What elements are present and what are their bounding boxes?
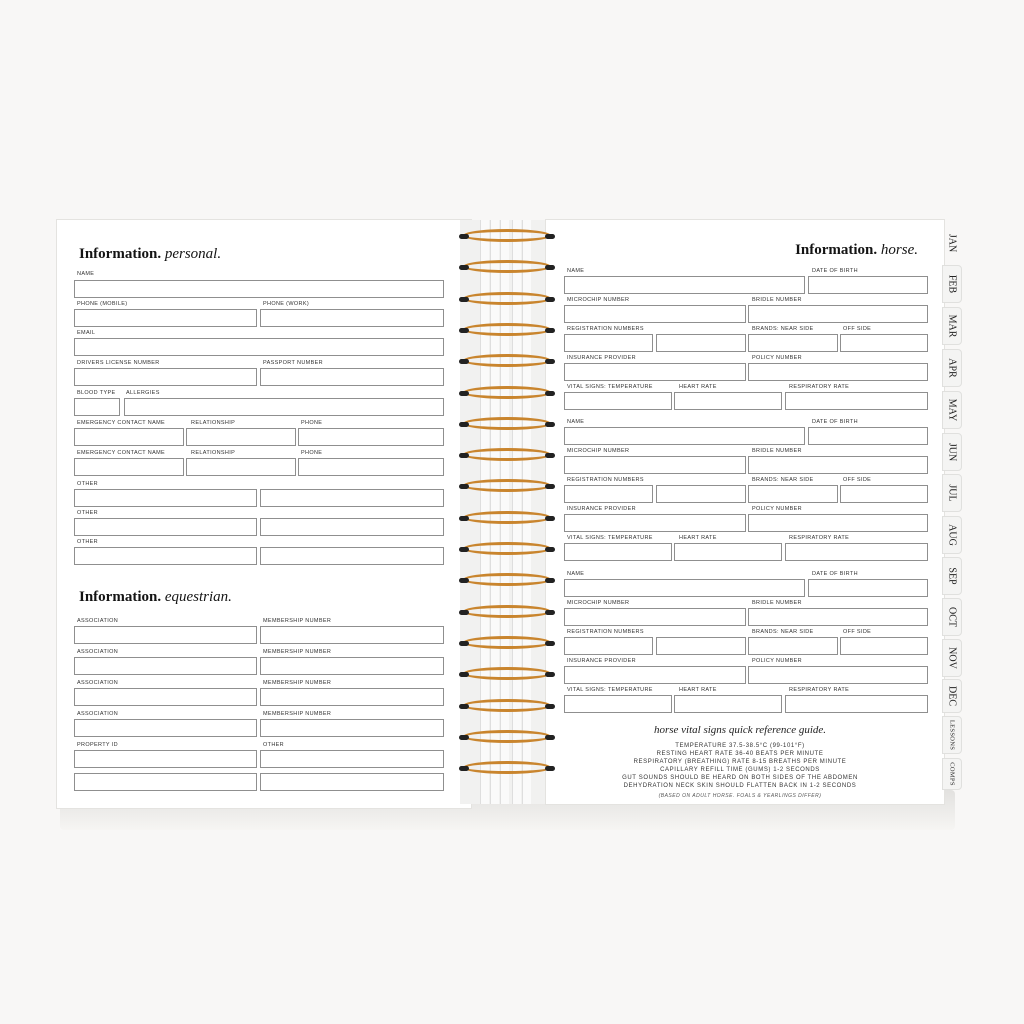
field-label: MICROCHIP NUMBER [567, 448, 630, 454]
horse-title-sub: horse. [880, 242, 918, 258]
equestrian-title-main: Information. [79, 589, 162, 605]
insurance-field[interactable] [564, 666, 746, 684]
guide-line: RESTING HEART RATE 36-40 BEATS PER MINUTE [656, 751, 824, 757]
field-label: BRANDS: NEAR SIDE [752, 477, 814, 483]
personal-title-main: Information. [79, 246, 162, 262]
field-label: ALLERGIES [126, 390, 160, 396]
drivers-license-field[interactable] [74, 368, 257, 386]
passport-field[interactable] [260, 368, 444, 386]
field-label: PHONE [301, 450, 323, 456]
tab-lessons[interactable] [942, 716, 962, 754]
microchip-field[interactable] [564, 456, 746, 474]
tab-label: OCT [946, 607, 958, 627]
personal-title-sub: personal. [164, 246, 222, 262]
field-label: POLICY NUMBER [752, 355, 802, 361]
field-label: RESPIRATORY RATE [789, 535, 850, 541]
tab-aug[interactable] [942, 516, 962, 554]
field-label: INSURANCE PROVIDER [567, 506, 636, 512]
field-label: REGISTRATION NUMBERS [567, 477, 644, 483]
registration-field[interactable] [656, 485, 746, 503]
tab-label: MAY [946, 398, 958, 422]
registration-field[interactable] [564, 637, 653, 655]
tab-nov[interactable] [942, 639, 962, 677]
field-label: MEMBERSHIP NUMBER [263, 618, 332, 624]
coil-ring [463, 448, 551, 461]
emergency-contact-field[interactable] [74, 428, 184, 446]
registration-field[interactable] [656, 334, 746, 352]
emergency-contact-field[interactable] [74, 458, 184, 476]
tab-jul[interactable] [942, 474, 962, 512]
tab-comps[interactable] [942, 758, 962, 790]
other-field[interactable] [74, 518, 257, 536]
off-side-field[interactable] [840, 334, 928, 352]
allergies-field[interactable] [124, 398, 444, 416]
field-label: PASSPORT NUMBER [263, 360, 323, 366]
tab-label: MAR [946, 314, 958, 338]
temperature-field[interactable] [564, 543, 672, 561]
field-label: OFF SIDE [843, 326, 872, 332]
field-label: HEART RATE [679, 384, 717, 390]
field-label: PHONE [301, 420, 323, 426]
field-label: MEMBERSHIP NUMBER [263, 680, 332, 686]
extra-field[interactable] [260, 773, 444, 791]
policy-field[interactable] [748, 363, 928, 381]
coil-ring [463, 323, 551, 336]
guide-title: horse vital signs quick reference guide. [653, 724, 827, 736]
tab-label: FEB [946, 274, 958, 294]
field-label: HEART RATE [679, 687, 717, 693]
tab-label: JUL [946, 484, 958, 502]
microchip-field[interactable] [564, 305, 746, 323]
bridle-field[interactable] [748, 456, 928, 474]
tab-sep[interactable] [942, 557, 962, 595]
left-page [56, 219, 472, 809]
field-label: NAME [77, 271, 95, 277]
coil-ring [463, 605, 551, 618]
brands-near-side-field[interactable] [748, 637, 838, 655]
coil-ring [463, 542, 551, 555]
phone-mobile-field[interactable] [74, 309, 257, 327]
other-field[interactable] [74, 489, 257, 507]
heart-rate-field[interactable] [674, 392, 782, 410]
registration-field[interactable] [564, 485, 653, 503]
field-label: BRANDS: NEAR SIDE [752, 629, 814, 635]
coil-ring [463, 292, 551, 305]
tab-label: NOV [946, 647, 958, 669]
field-label: POLICY NUMBER [752, 506, 802, 512]
phone-field[interactable] [298, 458, 444, 476]
brands-near-side-field[interactable] [748, 485, 838, 503]
field-label: DRIVERS LICENSE NUMBER [77, 360, 160, 366]
insurance-field[interactable] [564, 514, 746, 532]
horse-title-main: Information. [795, 242, 878, 258]
field-label: EMERGENCY CONTACT NAME [77, 450, 166, 456]
coil-ring [463, 417, 551, 430]
coil-ring [463, 636, 551, 649]
field-label: ASSOCIATION [77, 618, 119, 624]
field-label: POLICY NUMBER [752, 658, 802, 664]
field-label: REGISTRATION NUMBERS [567, 326, 644, 332]
field-label: BRIDLE NUMBER [752, 600, 802, 606]
horse-name-field[interactable] [564, 579, 805, 597]
membership-field[interactable] [260, 719, 444, 737]
tab-mar[interactable] [942, 307, 962, 345]
email-field[interactable] [74, 338, 444, 356]
other-field[interactable] [260, 489, 444, 507]
coil-ring [463, 229, 551, 242]
coil-ring [463, 699, 551, 712]
other-field[interactable] [74, 547, 257, 565]
association-field[interactable] [74, 626, 257, 644]
microchip-field[interactable] [564, 608, 746, 626]
field-label: EMERGENCY CONTACT NAME [77, 420, 166, 426]
field-label: NAME [567, 571, 585, 577]
tab-dec[interactable] [942, 679, 962, 713]
registration-field[interactable] [656, 637, 746, 655]
respiratory-rate-field[interactable] [785, 695, 928, 713]
field-label: OFF SIDE [843, 629, 872, 635]
field-label: OTHER [77, 481, 98, 487]
tab-label: COMPS [948, 762, 956, 786]
tab-feb[interactable] [942, 265, 962, 303]
phone-field[interactable] [298, 428, 444, 446]
phone-work-field[interactable] [260, 309, 444, 327]
date-of-birth-field[interactable] [808, 276, 928, 294]
field-label: VITAL SIGNS: TEMPERATURE [567, 535, 653, 541]
field-label: BRIDLE NUMBER [752, 448, 802, 454]
field-label: ASSOCIATION [77, 711, 119, 717]
field-label: RELATIONSHIP [191, 420, 236, 426]
field-label: BRANDS: NEAR SIDE [752, 326, 814, 332]
brands-near-side-field[interactable] [748, 334, 838, 352]
other-field[interactable] [260, 750, 444, 768]
date-of-birth-field[interactable] [808, 427, 928, 445]
field-label: DATE OF BIRTH [812, 571, 858, 577]
bridle-field[interactable] [748, 608, 928, 626]
other-field[interactable] [260, 547, 444, 565]
bridle-field[interactable] [748, 305, 928, 323]
relationship-field[interactable] [186, 428, 296, 446]
guide-note: (BASED ON ADULT HORSE. FOALS & YEARLINGS DIFFER) [658, 793, 822, 799]
field-label: INSURANCE PROVIDER [567, 658, 636, 664]
equestrian-title-sub: equestrian. [164, 589, 232, 605]
field-label: OTHER [77, 539, 98, 545]
field-label: INSURANCE PROVIDER [567, 355, 636, 361]
registration-field[interactable] [564, 334, 653, 352]
field-label: PROPERTY ID [77, 742, 118, 748]
guide-line: RESPIRATORY (BREATHING) RATE 8-15 BREATHS PER MINUTE [633, 759, 847, 765]
association-field[interactable] [74, 688, 257, 706]
tab-may[interactable] [942, 391, 962, 429]
personal-title [79, 246, 221, 263]
coil-ring [463, 761, 551, 774]
field-label: ASSOCIATION [77, 680, 119, 686]
field-label: PHONE (WORK) [263, 301, 310, 307]
field-label: EMAIL [77, 330, 96, 336]
blood-type-field[interactable] [74, 398, 120, 416]
other-field[interactable] [260, 518, 444, 536]
field-label: RESPIRATORY RATE [789, 687, 850, 693]
tab-apr[interactable] [942, 349, 962, 387]
insurance-field[interactable] [564, 363, 746, 381]
off-side-field[interactable] [840, 485, 928, 503]
horse-title [795, 242, 918, 259]
heart-rate-field[interactable] [674, 695, 782, 713]
right-page [545, 219, 945, 805]
field-label: DATE OF BIRTH [812, 268, 858, 274]
tab-label: LESSONS [948, 719, 956, 751]
tab-jan[interactable] [942, 224, 962, 262]
tab-label: APR [946, 358, 958, 378]
guide-line: TEMPERATURE 37.5-38.5°C (99-101°F) [675, 743, 805, 749]
field-label: RELATIONSHIP [191, 450, 236, 456]
coil-ring [463, 386, 551, 399]
guide-line: DEHYDRATION NECK SKIN SHOULD FLATTEN BACK IN 1-2 SECONDS [623, 783, 857, 789]
field-label: VITAL SIGNS: TEMPERATURE [567, 687, 653, 693]
field-label: MEMBERSHIP NUMBER [263, 649, 332, 655]
guide-line: GUT SOUNDS SHOULD BE HEARD ON BOTH SIDES OF THE ABDOMEN [622, 775, 858, 781]
field-label: NAME [567, 268, 585, 274]
relationship-field[interactable] [186, 458, 296, 476]
association-field[interactable] [74, 719, 257, 737]
date-of-birth-field[interactable] [808, 579, 928, 597]
respiratory-rate-field[interactable] [785, 392, 928, 410]
coil-ring [463, 730, 551, 743]
tab-label: AUG [946, 524, 958, 546]
tab-oct[interactable] [942, 598, 962, 636]
field-label: BRIDLE NUMBER [752, 297, 802, 303]
membership-field[interactable] [260, 626, 444, 644]
guide-line: CAPILLARY REFILL TIME (GUMS) 1-2 SECONDS [660, 767, 820, 773]
extra-field[interactable] [74, 773, 257, 791]
temperature-field[interactable] [564, 392, 672, 410]
tab-label: DEC [946, 686, 958, 706]
heart-rate-field[interactable] [674, 543, 782, 561]
field-label: REGISTRATION NUMBERS [567, 629, 644, 635]
field-label: DATE OF BIRTH [812, 419, 858, 425]
field-label: BLOOD TYPE [77, 390, 116, 396]
tab-label: SEP [946, 567, 958, 585]
horse-name-field[interactable] [564, 276, 805, 294]
field-label: ASSOCIATION [77, 649, 119, 655]
tab-label: JAN [946, 233, 958, 253]
association-field[interactable] [74, 657, 257, 675]
equestrian-title [79, 589, 232, 606]
tab-label: JUN [946, 442, 958, 462]
membership-field[interactable] [260, 688, 444, 706]
horse-name-field[interactable] [564, 427, 805, 445]
field-label: OTHER [263, 742, 284, 748]
coil-ring [463, 511, 551, 524]
temperature-field[interactable] [564, 695, 672, 713]
off-side-field[interactable] [840, 637, 928, 655]
tab-jun[interactable] [942, 433, 962, 471]
field-label: PHONE (MOBILE) [77, 301, 128, 307]
field-label: VITAL SIGNS: TEMPERATURE [567, 384, 653, 390]
respiratory-rate-field[interactable] [785, 543, 928, 561]
field-label: MICROCHIP NUMBER [567, 600, 630, 606]
policy-field[interactable] [748, 666, 928, 684]
field-label: RESPIRATORY RATE [789, 384, 850, 390]
property-id-field[interactable] [74, 750, 257, 768]
name-field[interactable] [74, 280, 444, 298]
field-label: OFF SIDE [843, 477, 872, 483]
field-label: NAME [567, 419, 585, 425]
policy-field[interactable] [748, 514, 928, 532]
field-label: MICROCHIP NUMBER [567, 297, 630, 303]
membership-field[interactable] [260, 657, 444, 675]
field-label: HEART RATE [679, 535, 717, 541]
field-label: OTHER [77, 510, 98, 516]
field-label: MEMBERSHIP NUMBER [263, 711, 332, 717]
